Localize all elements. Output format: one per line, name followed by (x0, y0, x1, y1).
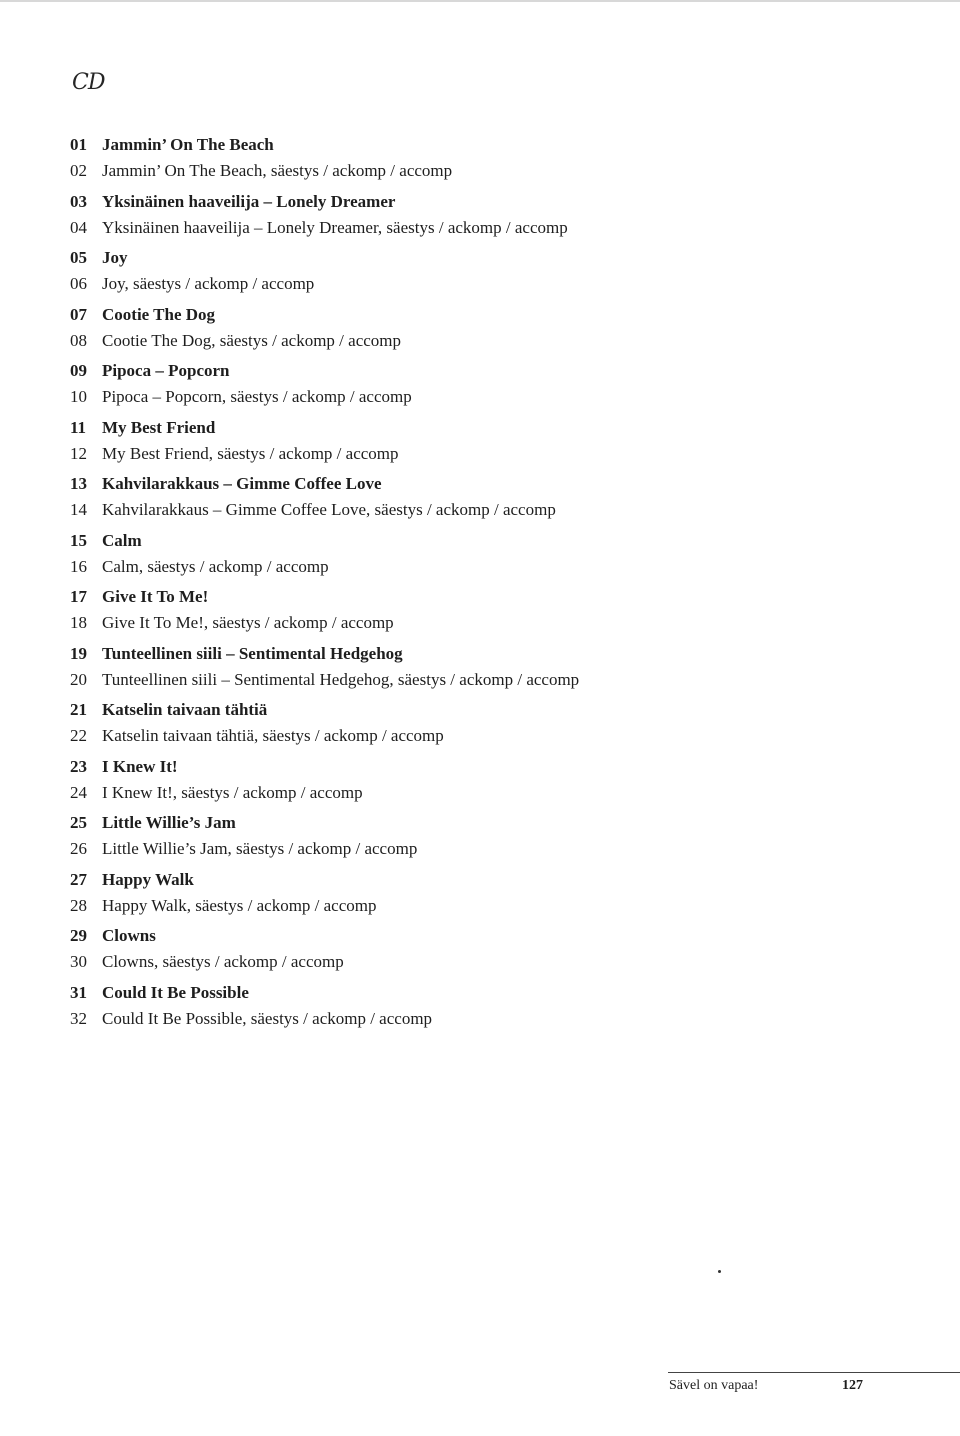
track-list (70, 132, 770, 1036)
track-item (70, 189, 770, 215)
track-title: Tunteellinen siili – Sentimental Hedgehog, säestys / ackomp / accomp (102, 669, 580, 689)
track-pair (70, 641, 770, 698)
track-title: Calm (102, 530, 142, 550)
track-number: 05 (70, 248, 87, 267)
footer-rule (668, 1372, 960, 1373)
track-item-accompaniment (70, 610, 770, 636)
track-item-accompaniment (70, 723, 770, 749)
track-pair (70, 697, 770, 754)
track-title: Jammin’ On The Beach (102, 135, 274, 154)
track-pair (70, 245, 770, 302)
cd-heading: CD (72, 70, 105, 95)
track-pair (70, 867, 770, 924)
track-title: Pipoca – Popcorn (102, 361, 230, 380)
page-top-edge (0, 0, 960, 2)
track-item-accompaniment (70, 158, 770, 184)
track-item (70, 584, 770, 610)
track-title: Clowns, säestys / ackomp / accomp (102, 952, 344, 971)
track-title: Katselin taivaan tähtiä (102, 700, 268, 719)
track-title: Yksinäinen haaveilija – Lonely Dreamer (102, 191, 396, 211)
track-title: My Best Friend, säestys / ackomp / accomp (102, 443, 399, 463)
track-item-accompaniment (70, 949, 770, 975)
track-title: I Knew It!, säestys / ackomp / accomp (102, 782, 363, 802)
track-number: 10 (70, 387, 87, 406)
track-number: 13 (70, 474, 87, 493)
track-title: I Knew It! (102, 756, 178, 776)
track-pair (70, 189, 770, 246)
track-pair (70, 810, 770, 867)
track-number: 22 (70, 726, 87, 745)
track-number: 11 (70, 417, 87, 437)
track-number: 02 (70, 161, 87, 180)
track-number: 15 (70, 530, 87, 550)
track-item (70, 132, 770, 158)
track-number: 01 (70, 135, 87, 154)
track-item (70, 471, 770, 497)
track-number: 19 (70, 643, 87, 663)
track-item-accompaniment (70, 441, 770, 467)
track-number: 16 (70, 556, 87, 576)
track-title: Give It To Me! (102, 587, 209, 606)
track-number: 29 (70, 926, 87, 945)
track-title: Kahvilarakkaus – Gimme Coffee Love (102, 474, 382, 493)
track-number: 32 (70, 1008, 87, 1028)
track-number: 04 (70, 217, 87, 237)
track-item-accompaniment (70, 554, 770, 580)
track-item (70, 528, 770, 554)
track-item (70, 641, 770, 667)
track-number: 25 (70, 813, 87, 832)
track-item-accompaniment (70, 384, 770, 410)
track-number: 06 (70, 274, 87, 293)
track-item (70, 302, 770, 328)
track-item (70, 980, 770, 1006)
track-number: 18 (70, 613, 87, 632)
track-title: Little Willie’s Jam, säestys / ackomp / accomp (102, 839, 418, 858)
track-title: Tunteellinen siili – Sentimental Hedgehog (102, 643, 403, 663)
footer-book-title: Sävel on vapaa! (669, 1378, 759, 1393)
track-number: 21 (70, 700, 87, 719)
track-title: Could It Be Possible, säestys / ackomp / accomp (102, 1008, 433, 1028)
track-item-accompaniment (70, 893, 770, 919)
track-item (70, 867, 770, 893)
track-pair (70, 584, 770, 641)
track-title: Yksinäinen haaveilija – Lonely Dreamer, säestys / ackomp / accomp (102, 217, 568, 237)
track-number: 12 (70, 443, 87, 463)
track-item-accompaniment (70, 215, 770, 241)
track-number: 28 (70, 895, 87, 915)
track-item-accompaniment (70, 1006, 770, 1032)
track-item (70, 415, 770, 441)
track-item (70, 754, 770, 780)
track-number: 20 (70, 669, 87, 689)
track-pair (70, 471, 770, 528)
track-title: Little Willie’s Jam (102, 813, 236, 832)
track-title: Cootie The Dog, säestys / ackomp / accomp (102, 330, 402, 350)
track-number: 27 (70, 869, 87, 889)
track-title: Happy Walk (102, 869, 194, 889)
track-number: 24 (70, 782, 87, 802)
track-item (70, 245, 770, 271)
track-number: 17 (70, 587, 87, 606)
track-item-accompaniment (70, 328, 770, 354)
track-title: Cootie The Dog (102, 304, 216, 324)
track-number: 09 (70, 361, 87, 380)
track-item-accompaniment (70, 497, 770, 523)
track-item-accompaniment (70, 780, 770, 806)
track-title: Pipoca – Popcorn, säestys / ackomp / accomp (102, 387, 412, 406)
track-title: Katselin taivaan tähtiä, säestys / ackomp / accomp (102, 726, 444, 745)
track-pair (70, 754, 770, 811)
track-item (70, 697, 770, 723)
track-pair (70, 980, 770, 1037)
track-number: 07 (70, 304, 87, 324)
track-title: Jammin’ On The Beach, säestys / ackomp / accomp (102, 161, 453, 180)
track-number: 23 (70, 756, 87, 776)
track-number: 31 (70, 982, 87, 1002)
track-item (70, 923, 770, 949)
track-item (70, 358, 770, 384)
track-item-accompaniment (70, 836, 770, 862)
track-title: Happy Walk, säestys / ackomp / accomp (102, 895, 377, 915)
track-pair (70, 132, 770, 189)
track-number: 26 (70, 839, 87, 858)
track-pair (70, 415, 770, 472)
track-number: 03 (70, 191, 87, 211)
track-number: 08 (70, 330, 87, 350)
track-title: Kahvilarakkaus – Gimme Coffee Love, säestys / ackomp / accomp (102, 500, 556, 519)
track-title: Joy (102, 248, 128, 267)
track-pair (70, 528, 770, 585)
track-number: 30 (70, 952, 87, 971)
track-item (70, 810, 770, 836)
track-title: Clowns (102, 926, 156, 945)
stray-dot (718, 1270, 721, 1273)
track-item-accompaniment (70, 667, 770, 693)
track-pair (70, 302, 770, 359)
track-title: Joy, säestys / ackomp / accomp (102, 274, 315, 293)
footer-page-number: 127 (842, 1378, 863, 1393)
track-number: 14 (70, 500, 87, 519)
track-title: Give It To Me!, säestys / ackomp / accomp (102, 613, 394, 632)
track-pair (70, 923, 770, 980)
track-title: Calm, säestys / ackomp / accomp (102, 556, 329, 576)
track-title: Could It Be Possible (102, 982, 249, 1002)
track-pair (70, 358, 770, 415)
track-title: My Best Friend (102, 417, 216, 437)
track-item-accompaniment (70, 271, 770, 297)
